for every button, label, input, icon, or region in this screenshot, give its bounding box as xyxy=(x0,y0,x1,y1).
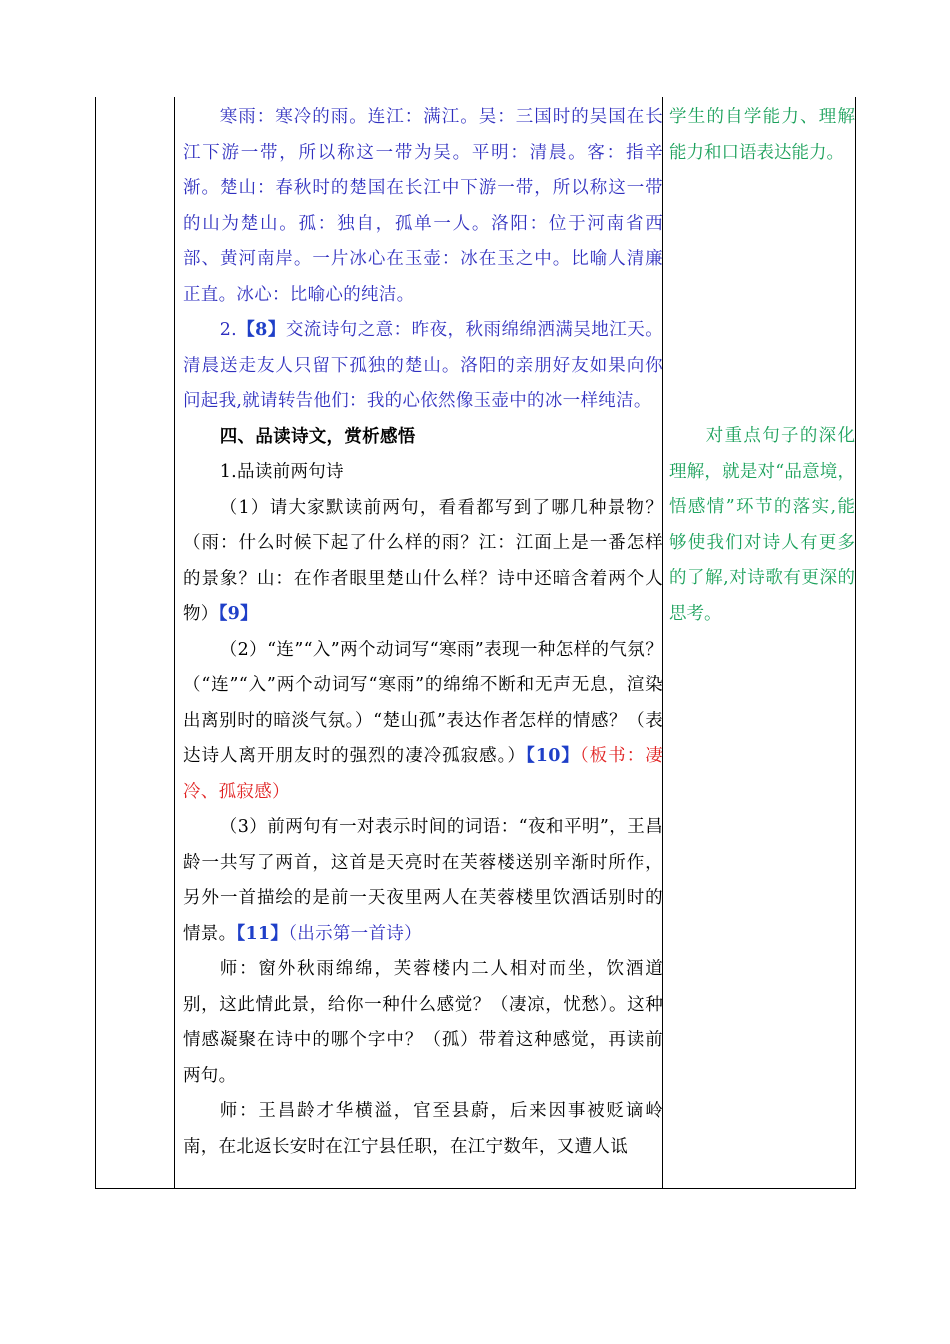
section-heading: 四、品读诗文，赏析感悟 xyxy=(219,426,416,447)
question-2-text: （2）“连”“入”两个动词写“寒雨”表现一种怎样的气氛？（“连”“入”两个动词写“寒雨”的绵绵不断和无声无息，渲染出离别时的暗淡气氛。）“楚山孤”表达作者怎样的情感？（表达诗人离开朋友时的强烈的凄冷孤寂感。） xyxy=(183,639,663,766)
slide-marker-9: 【9】 xyxy=(218,604,258,624)
slide-marker-11: 【11】 xyxy=(236,923,289,944)
design-note-2: 对重点句子的深化理解，就是对“品意境，悟感情”环节的落实,能够使我们对诗人有更多的了解,对诗歌有更深的思考。 xyxy=(669,426,855,624)
question-3-text: （3）前两句有一对表示时间的词语：“夜和平明”，王昌龄一共写了两首，这首是天亮时在芙蓉楼送别辛渐时所作，另外一首描绘的是前一天夜里两人在芙蓉楼里饮酒话别时的情景。 xyxy=(183,817,663,944)
question-2-paragraph xyxy=(183,633,663,811)
poem-meaning-text: 交流诗句之意：昨夜，秋雨绵绵洒满吴地江天。清晨送走友人只留下孤独的楚山。洛阳的亲朋好友如果向你问起我,就请转告他们：我的心依然像玉壶中的冰一样纯洁。 xyxy=(183,320,663,411)
blackboard-note: （板书：凄冷、孤寂感） xyxy=(183,746,663,802)
question-1-text: （1）请大家默读前两句，看看都写到了哪几种景物？（雨：什么时候下起了什么样的雨？江：江面上是一番怎样的景象？山：在作者眼里楚山什么样？诗中还暗含着两个人物） xyxy=(183,497,663,624)
poem-meaning-paragraph xyxy=(183,313,663,420)
question-3-paragraph xyxy=(183,810,663,952)
subsection-title: 1.品读前两句诗 xyxy=(219,462,344,482)
design-notes-column xyxy=(669,100,855,632)
slide-marker-10: 【10】 xyxy=(525,746,580,766)
design-note-1: 学生的自学能力、理解能力和口语表达能力。 xyxy=(669,107,855,163)
slide-marker-8: 【8】 xyxy=(237,320,286,340)
teaching-process-column xyxy=(183,100,663,1165)
teacher-paragraph-1: 师：窗外秋雨绵绵，芙蓉楼内二人相对而坐，饮酒道别，这此情此景，给你一种什么感觉？（凄凉，忧愁）。这种情感凝聚在诗中的哪个字中？（孤）带着这种感觉，再读前两句。 xyxy=(183,959,663,1086)
question-1-paragraph xyxy=(183,491,663,633)
column-divider-left xyxy=(174,97,175,1189)
show-poem-note: （出示第一首诗） xyxy=(288,923,422,944)
teacher-paragraph-2: 师：王昌龄才华横溢，官至县蔚，后来因事被贬谪岭南，在北返长安时在江宁县任职，在江宁数年，又遭人诋 xyxy=(183,1101,663,1157)
item-number: 2. xyxy=(219,320,238,340)
word-gloss-paragraph: 寒雨：寒冷的雨。连江：满江。吴：三国时的吴国在长江下游一带，所以称这一带为吴。平明：清晨。客：指辛渐。楚山：春秋时的楚国在长江中下游一带，所以称这一带的山为楚山。孤：独自，孤单一人。洛阳：位于河南省西部、黄河南岸。一片冰心在玉壶：冰在玉之中。比喻人清廉正直。冰心：比喻心的纯洁。 xyxy=(183,107,663,305)
